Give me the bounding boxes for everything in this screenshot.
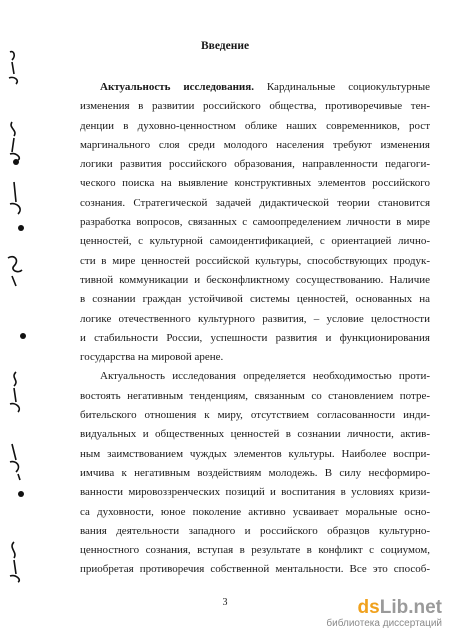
- text-line: ным заимствованием чуждых элементов культуры. Наиболее воспри-: [80, 447, 430, 460]
- text-line: логики развития российского образования, направленности педагоги-: [80, 158, 430, 171]
- document-body: [80, 78, 430, 580]
- handwritten-mark: [6, 370, 28, 414]
- text-line: вания деятельности западного и российского образцов культурно-: [80, 524, 430, 537]
- text-line: разработка вопросов, связанных с самоопределением личности в мире: [80, 216, 430, 229]
- handwritten-mark: [6, 540, 28, 584]
- watermark-subtitle: библиотека диссертаций: [326, 618, 442, 629]
- text-line: востоять негативным тенденциям, связанным со становлением потре-: [80, 389, 430, 402]
- text-line: бительского отношения к миру, отсутствием согласованности инди-: [80, 409, 430, 422]
- text-line: сознания. Стратегической задачей дидактической теории становится: [80, 196, 430, 209]
- margin-dot: [18, 491, 24, 497]
- page-number: 3: [222, 597, 228, 608]
- handwritten-mark: [6, 48, 28, 88]
- text-line: в сознании граждан устойчивой системы ценностей, основанных на: [80, 293, 430, 306]
- text-line: са духовности, юное поколение активно усваивает моральные осно-: [80, 505, 430, 518]
- margin-dot: [13, 159, 19, 165]
- handwritten-mark: [4, 252, 28, 292]
- text-line: ценностного сознания, вступая в результате в конфликт с социумом,: [80, 544, 430, 557]
- text-line: ческого поиска на выявление конструктивных элементов российского: [80, 177, 430, 190]
- paragraph-first-line: [80, 78, 430, 97]
- text-line: государства на мировой арене.: [80, 351, 224, 364]
- text-line: имчива к негативным воздействиям молодежь. В силу несформиро-: [80, 466, 430, 479]
- text-line: Кардинальные социокультурные: [253, 81, 430, 93]
- section-title: Введение: [200, 40, 250, 52]
- logo-net: .net: [408, 597, 442, 618]
- margin-handwritten-annotations: [0, 0, 40, 636]
- handwritten-mark: [6, 118, 28, 162]
- text-line: Актуальность исследования определяется необходимостью проти-: [100, 370, 430, 383]
- text-line: маргинального слоя среди молодого населения требуют изменения: [80, 138, 430, 151]
- text-line: видуальных и общественных ценностей в сознании личности, актив-: [80, 428, 430, 441]
- text-line: денции в духовно-ценностном облике наших современников, рост: [80, 119, 430, 132]
- paragraph-heading: Актуальность исследования.: [100, 81, 254, 93]
- logo-ds: ds: [357, 597, 380, 618]
- text-line: изменения в развитии российского общества, противоречивые тен-: [80, 100, 430, 113]
- handwritten-mark: [6, 180, 28, 220]
- margin-dot: [18, 225, 24, 231]
- text-line: логике отечественного культурного развития, – условие целостности: [80, 312, 430, 325]
- text-line: сти в мире ценностей российской культуры, способствующих продук-: [80, 254, 430, 267]
- text-line: и стабильности России, успешности развития и функционирования: [80, 331, 430, 344]
- logo-lib: Lib: [379, 597, 409, 618]
- handwritten-mark: [6, 440, 28, 484]
- text-line: приобретая противоречия собственной ментальности. Все это способ-: [80, 563, 430, 576]
- dslib-logo: [326, 598, 442, 618]
- text-line: ценностей, с культурной самоидентификацией, с ориентацией лично-: [80, 235, 430, 248]
- text-line: тивной коммуникации и бесконфликтному сосуществованию. Наличие: [80, 273, 430, 286]
- margin-dot: [20, 333, 26, 339]
- dslib-watermark: [326, 598, 442, 630]
- text-line: ванности мировоззренческих позиций и воспитания в условиях кризи-: [80, 486, 430, 499]
